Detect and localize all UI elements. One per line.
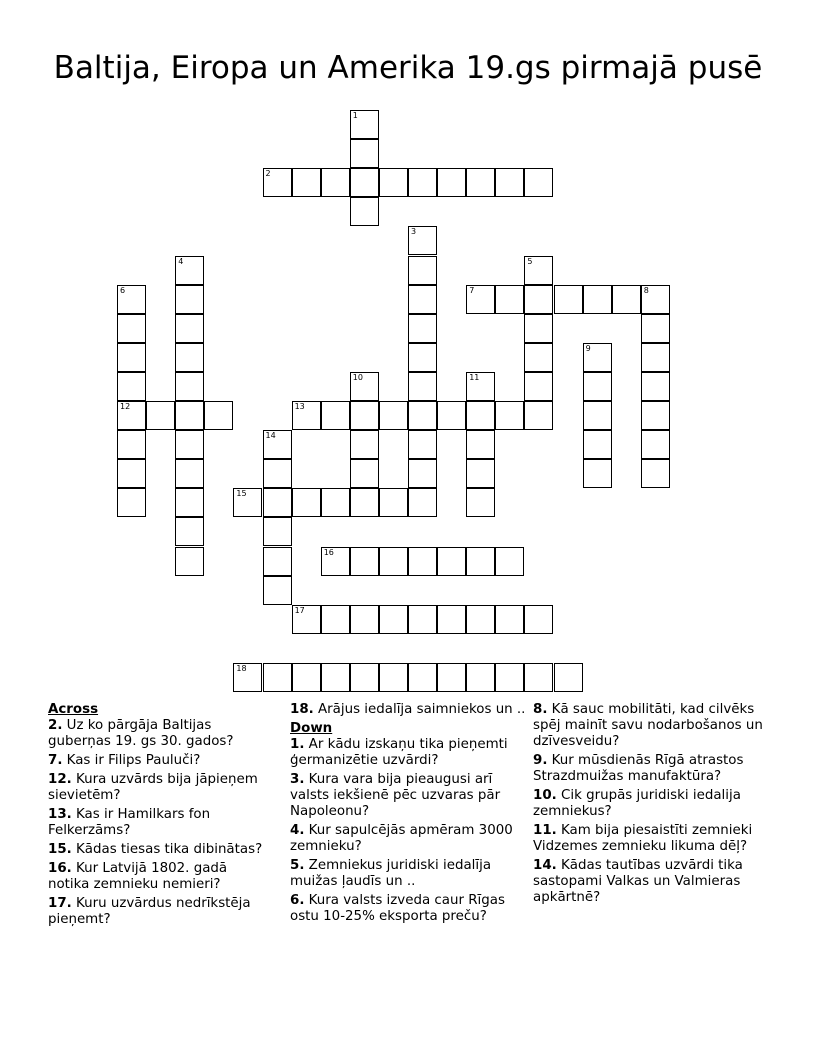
grid-cell[interactable] <box>117 285 146 314</box>
grid-cell[interactable] <box>117 314 146 343</box>
grid-cell[interactable] <box>350 372 379 401</box>
grid-cell[interactable] <box>437 663 466 692</box>
grid-cell[interactable] <box>321 663 350 692</box>
grid-cell[interactable] <box>641 314 670 343</box>
clue-down-4: 4. Kur sapulcējās apmēram 3000 zemnieku? <box>290 823 513 854</box>
grid-cell[interactable] <box>495 547 524 576</box>
grid-cell[interactable] <box>146 401 175 430</box>
grid-cell[interactable] <box>466 372 495 401</box>
grid-cell[interactable] <box>117 401 146 430</box>
grid-cell[interactable] <box>466 547 495 576</box>
grid-cell[interactable] <box>321 168 350 197</box>
grid-cell[interactable] <box>350 110 379 139</box>
grid-cell[interactable] <box>612 285 641 314</box>
grid-cell[interactable] <box>175 314 204 343</box>
clue-across-12: 12. Kura uzvārds bija jāpieņem sievietēm? <box>48 772 258 803</box>
grid-cell[interactable] <box>641 459 670 488</box>
clue-down-11: 11. Kam bija piesaistīti zemnieki Vidzemes zemnieku likuma dēļ? <box>533 823 753 854</box>
grid-cell[interactable] <box>379 401 408 430</box>
page-title: Baltija, Eiropa un Amerika 19.gs pirmajā pusē <box>53 50 763 86</box>
clue-down-3: 3. Kura vara bija pieaugusi arī valsts iekšienē pēc uzvaras pār Napoleonu? <box>290 772 501 819</box>
clue-number: 8 <box>643 285 649 295</box>
grid-cell[interactable] <box>466 459 495 488</box>
grid-cell[interactable] <box>117 459 146 488</box>
grid-cell[interactable] <box>524 372 553 401</box>
grid-cell[interactable] <box>466 663 495 692</box>
grid-cell[interactable] <box>350 197 379 226</box>
grid-cell[interactable] <box>350 430 379 459</box>
grid-cell[interactable] <box>495 663 524 692</box>
grid-cell[interactable] <box>466 488 495 517</box>
grid-cell[interactable] <box>466 605 495 634</box>
grid-cell[interactable] <box>641 285 670 314</box>
clue-number: 7 <box>469 285 475 295</box>
grid-cell[interactable] <box>495 605 524 634</box>
clue-down-6: 6. Kura valsts izveda caur Rīgas ostu 10-25% eksporta preču? <box>290 893 505 924</box>
clue-number: 3 <box>411 227 417 237</box>
grid-cell[interactable] <box>408 547 437 576</box>
clue-number: 18 <box>236 663 247 673</box>
grid-cell[interactable] <box>350 168 379 197</box>
grid-cell[interactable] <box>204 401 233 430</box>
grid-cell[interactable] <box>466 168 495 197</box>
grid-cell[interactable] <box>350 401 379 430</box>
grid-cell[interactable] <box>379 488 408 517</box>
clue-across-15: 15. Kādas tiesas tika dibinātas? <box>48 842 263 857</box>
grid-cell[interactable] <box>408 314 437 343</box>
grid-cell[interactable] <box>583 372 612 401</box>
grid-cell[interactable] <box>466 285 495 314</box>
clue-across-7: 7. Kas ir Filips Pauluči? <box>48 753 201 768</box>
grid-cell[interactable] <box>641 372 670 401</box>
grid-cell[interactable] <box>263 168 292 197</box>
grid-cell[interactable] <box>641 430 670 459</box>
grid-cell[interactable] <box>263 547 292 576</box>
clue-number: 17 <box>294 605 305 615</box>
grid-cell[interactable] <box>524 168 553 197</box>
grid-cell[interactable] <box>321 605 350 634</box>
across-heading: Across <box>48 702 99 717</box>
grid-cell[interactable] <box>117 372 146 401</box>
grid-cell[interactable] <box>524 343 553 372</box>
grid-cell[interactable] <box>641 401 670 430</box>
clue-number: 13 <box>294 402 305 411</box>
grid-cell[interactable] <box>321 547 350 576</box>
grid-cell[interactable] <box>583 401 612 430</box>
grid-cell[interactable] <box>263 459 292 488</box>
grid-cell[interactable] <box>263 663 292 692</box>
clue-number: 5 <box>527 256 533 266</box>
clue-across-17: 17. Kuru uzvārdus nedrīkstēja pieņemt? <box>48 896 251 927</box>
clue-down-9: 9. Kur mūsdienās Rīgā atrastos Strazdmuižas manufaktūra? <box>533 753 744 784</box>
grid-cell[interactable] <box>117 430 146 459</box>
grid-cell[interactable] <box>437 401 466 430</box>
clue-down-8: 8. Kā sauc mobilitāti, kad cilvēks spēj mainīt savu nodarbošanos un dzīvesveidu? <box>533 702 763 749</box>
grid-cell[interactable] <box>175 430 204 459</box>
grid-cell[interactable] <box>437 547 466 576</box>
clue-down-14: 14. Kādas tautības uzvārdi tika sastopami Valkas un Valmieras apkārtnē? <box>533 858 743 905</box>
clues-column-3 <box>533 702 765 909</box>
grid-cell[interactable] <box>466 401 495 430</box>
grid-cell[interactable] <box>554 663 583 692</box>
grid-cell[interactable] <box>437 168 466 197</box>
grid-cell[interactable] <box>117 343 146 372</box>
grid-cell[interactable] <box>175 256 204 285</box>
clue-number: 2 <box>265 169 271 179</box>
grid-cell[interactable] <box>583 430 612 459</box>
grid-cell[interactable] <box>292 605 321 634</box>
grid-cell[interactable] <box>524 285 553 314</box>
clues-column-1 <box>48 702 270 931</box>
clue-number: 1 <box>352 111 358 120</box>
grid-cell[interactable] <box>350 459 379 488</box>
clue-number: 14 <box>265 431 276 441</box>
grid-cell[interactable] <box>175 488 204 517</box>
clue-across-18: 18. Arājus iedalīja saimniekos un .. <box>290 702 526 717</box>
grid-cell[interactable] <box>350 488 379 517</box>
grid-cell[interactable] <box>263 488 292 517</box>
grid-cell[interactable] <box>408 343 437 372</box>
clue-down-1: 1. Ar kādu izskaņu tika pieņemti ģermanizētie uzvārdi? <box>290 737 508 768</box>
grid-cell[interactable] <box>263 576 292 605</box>
grid-cell[interactable] <box>583 343 612 372</box>
grid-cell[interactable] <box>175 343 204 372</box>
grid-cell[interactable] <box>524 401 553 430</box>
grid-cell[interactable] <box>583 285 612 314</box>
clue-number: 4 <box>178 256 184 266</box>
grid-cell[interactable] <box>263 517 292 546</box>
grid-cell[interactable] <box>379 547 408 576</box>
grid-cell[interactable] <box>350 139 379 168</box>
grid-cell[interactable] <box>495 168 524 197</box>
grid-cell[interactable] <box>175 285 204 314</box>
grid-cell[interactable] <box>321 401 350 430</box>
grid-cell[interactable] <box>408 256 437 285</box>
grid-cell[interactable] <box>408 372 437 401</box>
clue-number: 6 <box>120 285 126 295</box>
grid-cell[interactable] <box>233 663 262 692</box>
grid-cell[interactable] <box>408 605 437 634</box>
clues-column-2 <box>290 702 526 928</box>
clue-number: 10 <box>352 372 363 382</box>
grid-cell[interactable] <box>408 401 437 430</box>
grid-cell[interactable] <box>379 605 408 634</box>
clue-number: 9 <box>585 343 591 353</box>
clue-number: 16 <box>323 547 334 557</box>
grid-cell[interactable] <box>263 430 292 459</box>
clue-across-2: 2. Uz ko pārgāja Baltijas guberņas 19. gs 30. gados? <box>48 718 234 749</box>
grid-cell[interactable] <box>175 517 204 546</box>
grid-cell[interactable] <box>524 314 553 343</box>
grid-cell[interactable] <box>175 547 204 576</box>
grid-cell[interactable] <box>233 488 262 517</box>
grid-cell[interactable] <box>408 168 437 197</box>
down-heading: Down <box>290 721 333 736</box>
grid-cell[interactable] <box>408 663 437 692</box>
grid-cell[interactable] <box>379 168 408 197</box>
grid-cell[interactable] <box>524 605 553 634</box>
grid-cell[interactable] <box>292 663 321 692</box>
grid-cell[interactable] <box>379 663 408 692</box>
clue-across-16: 16. Kur Latvijā 1802. gadā notika zemnieku nemieri? <box>48 861 228 892</box>
grid-cell[interactable] <box>641 343 670 372</box>
grid-cell[interactable] <box>175 401 204 430</box>
grid-cell[interactable] <box>408 459 437 488</box>
clue-number: 12 <box>120 402 131 411</box>
grid-cell[interactable] <box>408 285 437 314</box>
clue-number: 15 <box>236 489 247 499</box>
grid-cell[interactable] <box>408 430 437 459</box>
grid-cell[interactable] <box>554 285 583 314</box>
grid-cell[interactable] <box>292 168 321 197</box>
clue-down-10: 10. Cik grupās juridiski iedalija zemniekus? <box>533 788 741 819</box>
grid-cell[interactable] <box>408 488 437 517</box>
grid-cell[interactable] <box>117 488 146 517</box>
grid-cell[interactable] <box>524 663 553 692</box>
clue-across-13: 13. Kas ir Hamilkars fon Felkerzāms? <box>48 807 211 838</box>
grid-cell[interactable] <box>292 488 321 517</box>
clue-number: 11 <box>469 372 480 382</box>
grid-cell[interactable] <box>350 605 379 634</box>
grid-cell[interactable] <box>408 226 437 255</box>
grid-cell[interactable] <box>466 430 495 459</box>
grid-cell[interactable] <box>292 401 321 430</box>
grid-cell[interactable] <box>321 488 350 517</box>
grid-cell[interactable] <box>495 401 524 430</box>
clue-down-5: 5. Zemniekus juridiski iedalīja muižas ļaudīs un .. <box>290 858 492 889</box>
grid-cell[interactable] <box>175 372 204 401</box>
grid-cell[interactable] <box>437 605 466 634</box>
grid-cell[interactable] <box>524 256 553 285</box>
grid-cell[interactable] <box>175 459 204 488</box>
grid-cell[interactable] <box>350 547 379 576</box>
grid-cell[interactable] <box>495 285 524 314</box>
grid-cell[interactable] <box>350 663 379 692</box>
grid-cell[interactable] <box>583 459 612 488</box>
